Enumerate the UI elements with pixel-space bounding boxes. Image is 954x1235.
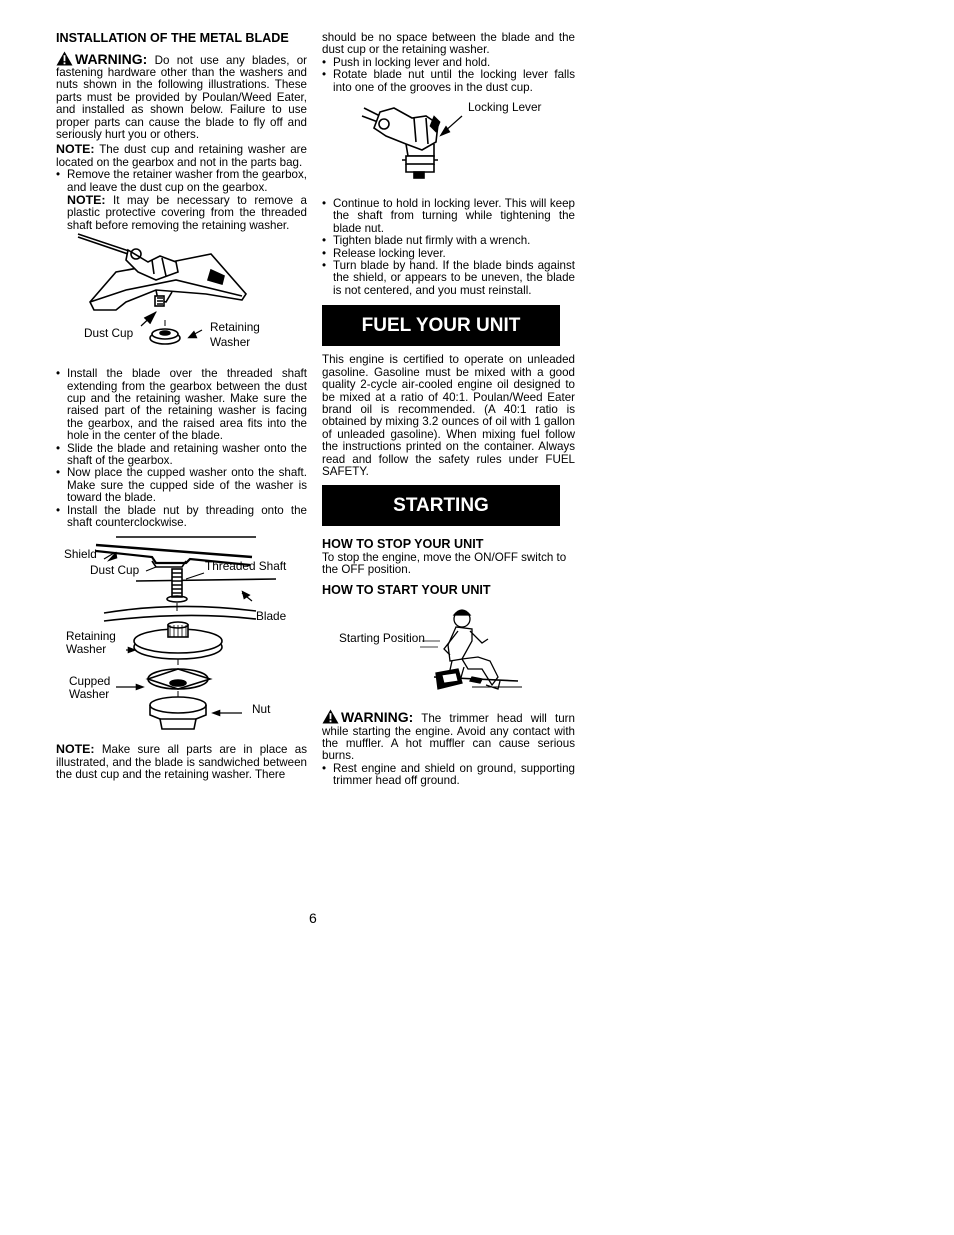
list-item: • Turn blade by hand. If the blade binds against the shield, or appears to be uneven, the blade is not centered, and you must reinstall.	[322, 260, 575, 297]
note-label: NOTE:	[56, 742, 95, 757]
label-starting-position: Starting Position	[339, 631, 425, 646]
label-threaded-shaft: Threaded Shaft	[205, 559, 287, 574]
list-item: • Now place the cupped washer onto the shaft. Make sure the cupped side of the washer is toward the blade.	[56, 467, 307, 504]
label-washer: Washer	[210, 335, 251, 350]
warning-label: WARNING:	[75, 50, 148, 67]
right-column	[322, 32, 575, 788]
note-label: NOTE:	[56, 142, 95, 157]
continued-text: should be no space between the blade and the dust cup or the retaining washer.	[322, 31, 575, 57]
starting-banner: STARTING	[322, 485, 560, 526]
list-item: • Tighten blade nut firmly with a wrench.	[322, 235, 575, 247]
starting-position-illustration	[322, 597, 575, 709]
label-blade: Blade	[256, 609, 287, 624]
figure-locking-lever	[322, 94, 575, 192]
bullet-list-install	[56, 368, 307, 529]
fuel-paragraph: This engine is certified to operate on unleaded gasoline. Gasoline must be mixed with a good quality 2-cycle air-cooled engine oil designed to be mixed at a ratio of 40:1. Poulan/Weed Eater brand oil is recommended. (A 40:1 ratio is obtained by mixing 3.2 ounces of oil with 1 gallon of unleaded gasoline). When mixing fuel follow the instructions printed on the container. Always read and follow the safety rules under FUEL SAFETY.	[322, 353, 575, 478]
list-item: • Continue to hold in locking lever. This will keep the shaft from turning while tightening the blade nut.	[322, 198, 575, 235]
fuel-your-unit-banner: FUEL YOUR UNIT	[322, 305, 560, 346]
bullet-list-tighten	[322, 198, 575, 297]
heading-how-to-stop: HOW TO STOP YOUR UNIT	[322, 537, 484, 552]
stop-paragraph: To stop the engine, move the ON/OFF switch to the OFF position.	[322, 550, 567, 577]
note-parts-in-place	[56, 743, 307, 781]
left-column	[56, 32, 307, 782]
list-item: • Rest engine and shield on ground, supporting trimmer head off ground.	[322, 763, 575, 788]
figure-starting-position	[322, 597, 575, 709]
gearbox-illustration	[56, 232, 307, 360]
label-cupped-washer: Washer	[69, 687, 110, 702]
label-dust-cup: Dust Cup	[90, 563, 140, 578]
section-heading-metal-blade: INSTALLATION OF THE METAL BLADE	[56, 31, 289, 45]
bullet-list-remove	[56, 169, 307, 194]
warning-triangle-icon	[322, 709, 339, 724]
list-item: • Release locking lever.	[322, 248, 575, 260]
page-number: 6	[309, 910, 317, 926]
label-retaining: Retaining	[66, 629, 116, 644]
subnote-protective-cover	[56, 194, 307, 232]
heading-how-to-start: HOW TO START YOUR UNIT	[322, 582, 491, 597]
list-item: • Install the blade nut by threading onto the shaft counterclockwise.	[56, 505, 307, 530]
list-item: • Push in locking lever and hold.	[322, 57, 575, 69]
warning-text: Do not use any blades, or fastening hardware other than the washers and nuts shown in the following illustrations. These parts must be provided by Poulan/Weed Eater, and installed as shown below. Failure to use proper parts can cause the blade to fly off and seriously hurt you or others.	[56, 53, 307, 141]
label-washer: Washer	[66, 642, 107, 657]
label-shield: Shield	[64, 547, 97, 562]
list-item: • Install the blade over the threaded shaft extending from the gearbox between the dust cup and the retaining washer. Make sure the raised part of the retaining washer is facing the gearbox, and the raised area fits into the hole in the center of the blade.	[56, 368, 307, 442]
warning-text: The trimmer head will turn while starting the engine. Avoid any contact with the muffler. A hot muffler can cause serious burns.	[322, 712, 575, 763]
bullet-list-locking	[322, 57, 575, 94]
warning-label: WARNING:	[341, 709, 414, 726]
label-cupped: Cupped	[69, 674, 111, 689]
label-dust-cup: Dust Cup	[84, 326, 134, 341]
label-retaining: Retaining	[210, 320, 260, 335]
label-locking-lever: Locking Lever	[468, 100, 542, 115]
note-dust-cup	[56, 143, 307, 169]
note-text: Make sure all parts are in place as illustrated, and the blade is sandwiched between the dust cup and the retaining washer. There	[56, 743, 307, 782]
bullet-list-rest-engine	[322, 763, 575, 788]
list-item: • Slide the blade and retaining washer onto the shaft of the gearbox.	[56, 443, 307, 468]
label-nut: Nut	[252, 702, 271, 717]
list-item: • Rotate blade nut until the locking lever falls into one of the grooves in the dust cup.	[322, 69, 575, 94]
note-label: NOTE:	[67, 192, 106, 207]
warning-paragraph	[56, 51, 307, 142]
note-text: It may be necessary to remove a plastic protective covering from the threaded shaft before removing the retaining washer.	[67, 193, 307, 232]
note-text: The dust cup and retaining washer are located on the gearbox and not in the parts bag.	[56, 143, 307, 169]
figure-gearbox-dust-cup	[56, 232, 307, 360]
figure-blade-assembly	[56, 533, 307, 743]
list-item: • Remove the retainer washer from the gearbox, and leave the dust cup on the gearbox.	[56, 169, 307, 194]
warning-starting	[322, 709, 575, 763]
warning-triangle-icon	[56, 51, 73, 66]
